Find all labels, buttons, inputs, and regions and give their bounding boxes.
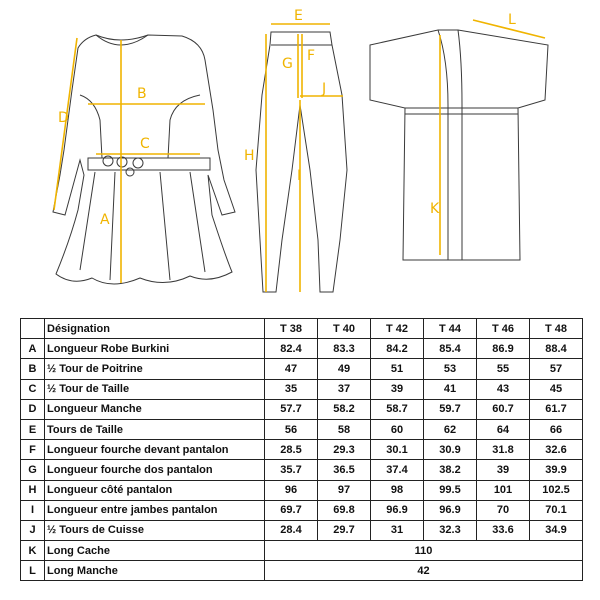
row-value: 39 xyxy=(477,460,530,480)
row-value: 86.9 xyxy=(477,339,530,359)
row-code: A xyxy=(21,339,45,359)
row-designation: Long Cache xyxy=(45,541,265,561)
label-E: E xyxy=(294,8,303,24)
row-value: 58 xyxy=(318,419,371,439)
header-size: T 44 xyxy=(424,319,477,339)
row-value: 70 xyxy=(477,500,530,520)
row-value: 53 xyxy=(424,359,477,379)
row-value: 85.4 xyxy=(424,339,477,359)
row-value: 36.5 xyxy=(318,460,371,480)
row-value: 45 xyxy=(530,379,583,399)
table-row xyxy=(21,339,583,359)
row-value: 39 xyxy=(371,379,424,399)
row-value: 41 xyxy=(424,379,477,399)
row-value: 97 xyxy=(318,480,371,500)
label-D: D xyxy=(58,110,69,126)
row-value: 69.7 xyxy=(265,500,318,520)
label-J: J xyxy=(322,81,327,97)
row-designation: ½ Tour de Taille xyxy=(45,379,265,399)
dress-drawing xyxy=(53,35,235,284)
table-row xyxy=(21,399,583,419)
row-code: B xyxy=(21,359,45,379)
row-value: 35 xyxy=(265,379,318,399)
row-value: 110 xyxy=(265,541,583,561)
row-value: 37.4 xyxy=(371,460,424,480)
label-I: I xyxy=(297,168,302,184)
row-designation: Longueur fourche dos pantalon xyxy=(45,460,265,480)
label-G: G xyxy=(282,56,293,72)
row-value: 42 xyxy=(265,561,583,581)
row-designation: Long Manche xyxy=(45,561,265,581)
row-value: 99.5 xyxy=(424,480,477,500)
label-A: A xyxy=(100,212,110,228)
row-code: L xyxy=(21,561,45,581)
row-value: 96 xyxy=(265,480,318,500)
label-K: K xyxy=(430,201,440,217)
coverup-drawing xyxy=(370,30,548,260)
row-value: 37 xyxy=(318,379,371,399)
row-value: 83.3 xyxy=(318,339,371,359)
header-size: T 42 xyxy=(371,319,424,339)
row-value: 60.7 xyxy=(477,399,530,419)
row-designation: Longueur Robe Burkini xyxy=(45,339,265,359)
row-value: 64 xyxy=(477,419,530,439)
row-value: 84.2 xyxy=(371,339,424,359)
table-row xyxy=(21,520,583,540)
row-value: 98 xyxy=(371,480,424,500)
row-value: 96.9 xyxy=(424,500,477,520)
row-code: H xyxy=(21,480,45,500)
row-value: 30.9 xyxy=(424,440,477,460)
row-value: 69.8 xyxy=(318,500,371,520)
table-row xyxy=(21,419,583,439)
label-C: C xyxy=(140,136,150,152)
row-value: 29.3 xyxy=(318,440,371,460)
row-code: G xyxy=(21,460,45,480)
row-code: E xyxy=(21,419,45,439)
row-value: 102.5 xyxy=(530,480,583,500)
row-value: 34.9 xyxy=(530,520,583,540)
table-row xyxy=(21,480,583,500)
row-value: 39.9 xyxy=(530,460,583,480)
row-designation: Longueur fourche devant pantalon xyxy=(45,440,265,460)
table-row xyxy=(21,359,583,379)
row-code: F xyxy=(21,440,45,460)
row-value: 28.5 xyxy=(265,440,318,460)
table-row xyxy=(21,379,583,399)
table-row xyxy=(21,500,583,520)
label-F: F xyxy=(307,48,316,64)
row-value: 66 xyxy=(530,419,583,439)
row-designation: Longueur côté pantalon xyxy=(45,480,265,500)
header-size: T 48 xyxy=(530,319,583,339)
table-row xyxy=(21,440,583,460)
row-value: 57.7 xyxy=(265,399,318,419)
row-value: 30.1 xyxy=(371,440,424,460)
row-value: 82.4 xyxy=(265,339,318,359)
row-code: K xyxy=(21,541,45,561)
row-value: 62 xyxy=(424,419,477,439)
row-value: 60 xyxy=(371,419,424,439)
belt-flowers xyxy=(103,156,143,176)
row-value: 29.7 xyxy=(318,520,371,540)
row-value: 88.4 xyxy=(530,339,583,359)
row-designation: Longueur Manche xyxy=(45,399,265,419)
row-value: 43 xyxy=(477,379,530,399)
header-code xyxy=(21,319,45,339)
row-code: J xyxy=(21,520,45,540)
row-value: 33.6 xyxy=(477,520,530,540)
row-value: 35.7 xyxy=(265,460,318,480)
header-size: T 46 xyxy=(477,319,530,339)
row-value: 31.8 xyxy=(477,440,530,460)
table-row xyxy=(21,460,583,480)
header-size: T 38 xyxy=(265,319,318,339)
row-value: 51 xyxy=(371,359,424,379)
table-body xyxy=(21,339,583,581)
row-value: 56 xyxy=(265,419,318,439)
row-designation: Longueur entre jambes pantalon xyxy=(45,500,265,520)
row-value: 32.6 xyxy=(530,440,583,460)
row-designation: ½ Tour de Poitrine xyxy=(45,359,265,379)
row-value: 58.7 xyxy=(371,399,424,419)
table-row xyxy=(21,541,583,561)
table-header-row xyxy=(21,319,583,339)
header-designation: Désignation xyxy=(45,319,265,339)
row-value: 32.3 xyxy=(424,520,477,540)
row-value: 57 xyxy=(530,359,583,379)
row-value: 70.1 xyxy=(530,500,583,520)
header-size: T 40 xyxy=(318,319,371,339)
row-designation: ½ Tours de Cuisse xyxy=(45,520,265,540)
row-value: 47 xyxy=(265,359,318,379)
row-code: I xyxy=(21,500,45,520)
row-value: 28.4 xyxy=(265,520,318,540)
row-value: 61.7 xyxy=(530,399,583,419)
row-code: C xyxy=(21,379,45,399)
row-value: 96.9 xyxy=(371,500,424,520)
row-value: 59.7 xyxy=(424,399,477,419)
row-value: 58.2 xyxy=(318,399,371,419)
size-table xyxy=(20,318,583,581)
label-B: B xyxy=(137,86,147,102)
row-value: 101 xyxy=(477,480,530,500)
row-code: D xyxy=(21,399,45,419)
table-row xyxy=(21,561,583,581)
row-value: 49 xyxy=(318,359,371,379)
label-H: H xyxy=(244,148,255,164)
row-value: 31 xyxy=(371,520,424,540)
label-L: L xyxy=(508,12,516,28)
row-designation: Tours de Taille xyxy=(45,419,265,439)
row-value: 55 xyxy=(477,359,530,379)
row-value: 38.2 xyxy=(424,460,477,480)
